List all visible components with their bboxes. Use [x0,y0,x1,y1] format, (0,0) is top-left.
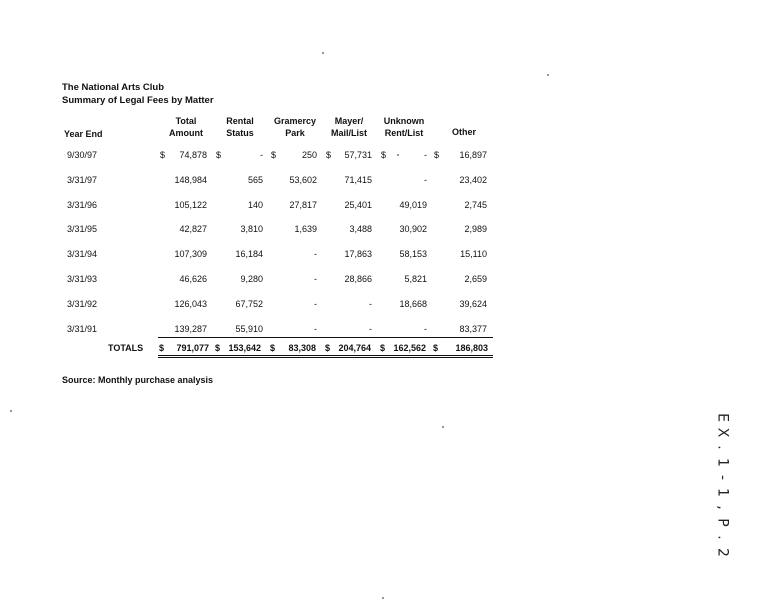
row-mayer: 71,415 [344,175,372,185]
totals-mayer: 204,764 [338,343,371,353]
scan-speck [442,426,444,428]
row-other: 2,659 [464,274,487,284]
row-year: 3/31/97 [67,175,98,185]
table-row [0,200,781,214]
header-other: Other [451,127,476,137]
dollar-sign: $ [159,343,165,353]
row-other: 2,989 [464,224,487,234]
row-total-amount: 46,626 [179,274,207,284]
row-total-amount: 107,309 [174,249,207,259]
row-total-amount: 42,827 [179,224,207,234]
row-rental-status: - [260,150,263,160]
row-other: 2,745 [464,200,487,210]
row-total-amount: 148,984 [174,175,207,185]
row-total-amount: 126,043 [174,299,207,309]
row-mayer: 28,866 [344,274,372,284]
row-total-amount: 74,878 [179,150,207,160]
totals-label: TOTALS [108,343,144,353]
row-gramercy-park: 53,602 [289,175,317,185]
row-rental-status: 16,184 [235,249,263,259]
row-unknown: - [424,324,427,334]
row-other: 23,402 [459,175,487,185]
scan-speck [10,410,12,412]
row-gramercy-park: 27,817 [289,200,317,210]
row-rental-status: 140 [247,200,263,210]
row-rental-status: 55,910 [235,324,263,334]
dollar-sign: $ [216,150,222,160]
row-gramercy-park: - [314,249,317,259]
row-rental-status: 67,752 [235,299,263,309]
source-note: Source: Monthly purchase analysis [62,375,214,385]
dollar-sign: $ [380,343,386,353]
row-year: 9/30/97 [67,150,98,160]
row-other: 16,897 [459,150,487,160]
scan-speck [322,52,324,54]
totals-rental-status: 153,642 [228,343,261,353]
row-total-amount: 139,287 [174,324,207,334]
header-total-amount: Total Amount [169,116,203,138]
row-unknown: - [424,150,427,160]
row-unknown: 30,902 [399,224,427,234]
dollar-sign: $ [215,343,221,353]
scan-speck [382,597,384,599]
row-year: 3/31/96 [67,200,98,210]
totals-row [0,343,781,357]
table-row [0,175,781,189]
row-gramercy-park: - [314,324,317,334]
row-mayer: - [369,324,372,334]
handwritten-exhibit-mark: E X . 1 - 1 , P . 2 [714,413,731,557]
table-row [0,224,781,238]
table-row [0,150,781,164]
header-mayer-mail-list: Mayer/ Mail/List [330,116,367,138]
row-gramercy-park: - [314,299,317,309]
row-unknown: 18,668 [399,299,427,309]
row-total-amount: 105,122 [174,200,207,210]
row-unknown: 58,153 [399,249,427,259]
table-row [0,299,781,313]
dollar-sign: $ [381,150,387,160]
total-rule-2 [158,357,493,358]
dollar-sign: $ [326,150,332,160]
row-mayer: 3,488 [349,224,372,234]
dollar-sign: $ [433,343,439,353]
table-row [0,274,781,288]
report-title [62,81,214,107]
table-row [0,324,781,338]
dollar-sign: $ [271,150,277,160]
header-year-end: Year End [64,129,103,139]
row-unknown: 49,019 [399,200,427,210]
row-other: 83,377 [459,324,487,334]
row-year: 3/31/92 [67,299,98,309]
row-mayer: 25,401 [344,200,372,210]
scan-speck [547,74,549,76]
header-unknown-rent-list: Unknown Rent/List [383,116,425,138]
row-rental-status: 565 [247,175,263,185]
row-gramercy-park: 250 [301,150,317,160]
row-year: 3/31/94 [67,249,98,259]
subtotal-rule [158,337,493,338]
dollar-sign: $ [434,150,440,160]
row-gramercy-park: - [314,274,317,284]
dollar-sign: $ [270,343,276,353]
row-unknown: 5,821 [404,274,427,284]
row-mayer: 57,731 [344,150,372,160]
header-gramercy-park: Gramercy Park [273,116,317,138]
report-subtitle: Summary of Legal Fees by Matter [62,95,214,106]
dollar-sign: $ [325,343,331,353]
org-name: The National Arts Club [62,82,165,93]
totals-gramercy-park: 83,308 [288,343,316,353]
row-other: 15,110 [460,249,487,259]
row-unknown: - [424,175,427,185]
row-year: 3/31/91 [67,324,98,334]
table-row [0,249,781,263]
row-gramercy-park: 1,639 [294,224,317,234]
totals-unknown: 162,562 [393,343,426,353]
row-mayer: - [369,299,372,309]
row-year: 3/31/95 [67,224,98,234]
dollar-sign: $ [160,150,166,160]
row-other: 39,624 [459,299,487,309]
totals-total-amount: 791,077 [176,343,209,353]
row-mayer: 17,863 [344,249,372,259]
row-rental-status: 3,810 [240,224,263,234]
row-year: 3/31/93 [67,274,98,284]
totals-other: 186,803 [455,343,488,353]
header-rental-status: Rental Status [226,116,254,138]
row-rental-status: 9,280 [240,274,263,284]
